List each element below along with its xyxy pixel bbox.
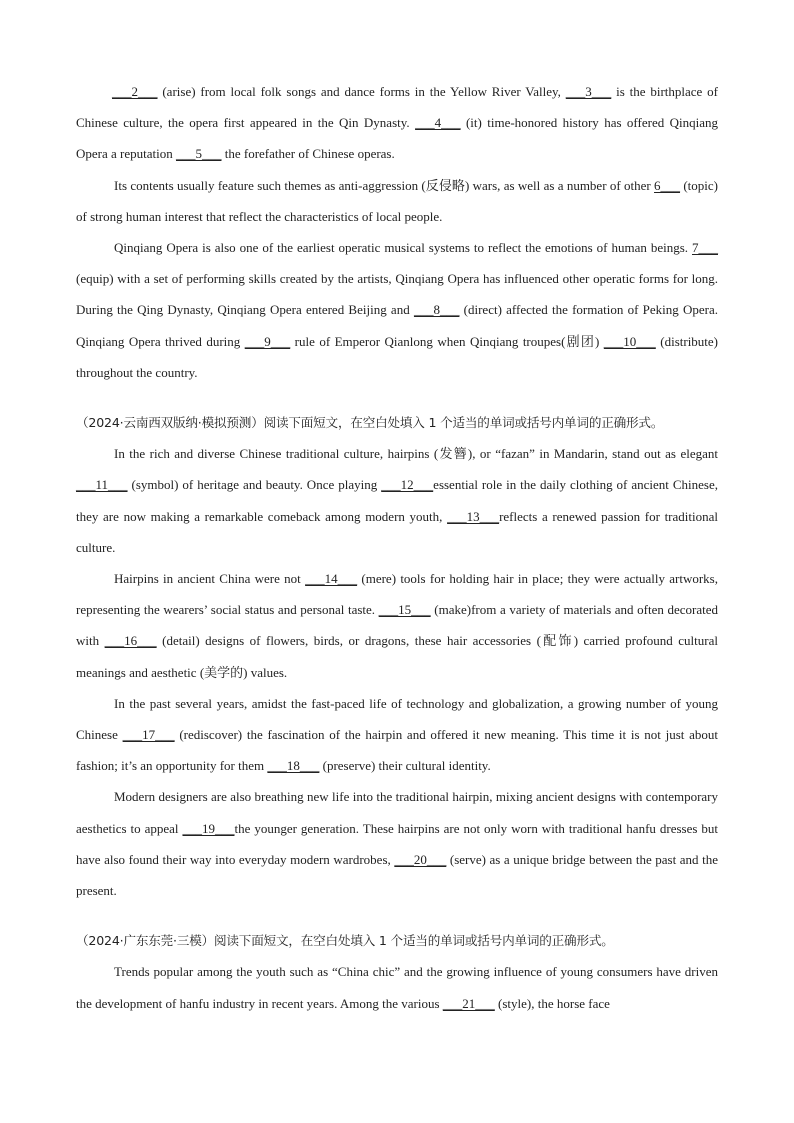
passage-text: Hairpins in ancient China were not: [114, 571, 306, 587]
answer-blank: ___16___: [104, 633, 157, 649]
answer-blank: ___13___: [447, 508, 500, 524]
answer-blank: ___18___: [267, 758, 320, 774]
answer-blank: ___17___: [122, 727, 175, 743]
answer-blank: ___5___: [175, 146, 222, 162]
section-heading: （2024·云南西双版纳·模拟预测）阅读下面短文，在空白处填入 1 个适当的单词或括号内单词的正确形式。: [76, 415, 664, 431]
passage-paragraph: [76, 438, 718, 563]
answer-blank: ___12___: [381, 477, 434, 493]
passage-text: Qinqiang Opera is also one of the earliest operatic musical systems to reflect the emotions of human beings.: [114, 240, 692, 256]
passage-paragraph: [76, 781, 718, 906]
answer-blank: 7___: [692, 240, 718, 256]
answer-blank: ___14___: [305, 571, 358, 587]
passage-text: (serve) as a unique bridge between the past and the present.: [76, 851, 718, 899]
answer-blank: ___19___: [182, 820, 235, 836]
passage-text: (arise) from local folk songs and dance forms in the Yellow River Valley,: [157, 84, 566, 99]
section-heading: （2024·广东东莞·三模）阅读下面短文，在空白处填入 1 个适当的单词或括号内单词的正确形式。: [76, 933, 614, 949]
passage-text: (rediscover) the fascination of the hairpin and offered it new meaning. This time it is not just about fashion; it’s an opportunity for them: [76, 727, 718, 774]
passage-text: Its contents usually feature such themes as anti-aggression (反侵略) wars, as well as a number of other: [114, 177, 655, 193]
passage-text: the forefather of Chinese operas.: [221, 146, 395, 162]
passage-text: (style), the horse face: [494, 995, 610, 1011]
answer-blank: ___20___: [394, 851, 447, 867]
passage-text: is the birthplace of Chinese culture, the opera first appeared in the Qin Dynasty.: [76, 84, 718, 131]
answer-blank: ___9___: [244, 333, 291, 349]
passage-text: In the past several years, amidst the fast-paced life of technology and globalization, a growing number of young Chinese: [76, 695, 718, 743]
passage-text: (equip) with a set of performing skills created by the artists, Qinqiang Opera has influenced other operatic forms for long. During the Qing Dynasty, Qinqiang Opera entered Beijing and: [76, 271, 718, 318]
passage-text: (detail) designs of flowers, birds, or dragons, these hair accessories (配饰) carried profound cultural meanings and aesthetic (美学的) values.: [76, 633, 718, 680]
answer-blank: ___4___: [415, 115, 461, 131]
passage-text: (preserve) their cultural identity.: [319, 758, 491, 774]
answer-blank: ___11___: [76, 477, 128, 493]
passage-paragraph: [76, 563, 718, 688]
answer-blank: ___10___: [603, 333, 656, 349]
passage-text: (it) time-honored history has offered Qinqiang Opera a reputation: [76, 115, 718, 162]
passage-text: (topic) of strong human interest that reflect the characteristics of local people.: [76, 177, 718, 224]
passage-text: (distribute) throughout the country.: [76, 333, 719, 380]
passage-text: rule of Emperor Qianlong when Qinqiang troupes(剧团): [290, 333, 604, 349]
answer-blank: 6___: [654, 177, 681, 193]
passage-text: Trends popular among the youth such as “China chic” and the growing influence of young consumers have driven the development of hanfu industry in recent years. Among the various: [76, 964, 718, 1011]
passage-paragraph: [76, 170, 718, 232]
passage-text: essential role in the daily clothing of ancient Chinese, they are now making a remarkable comeback among modern youth,: [76, 477, 718, 524]
passage-paragraph: [76, 956, 718, 1018]
passage-paragraph: [76, 232, 718, 388]
passage-text: (make)from a variety of materials and often decorated with: [76, 602, 718, 649]
passage-text: Modern designers are also breathing new life into the traditional hairpin, mixing ancient designs with contemporary aesthetics to appeal: [76, 789, 718, 836]
passage-text: the younger generation. These hairpins are not only worn with traditional hanfu dresses but have also found their way into everyday modern wardrobes,: [76, 820, 718, 867]
passage-text: (direct) affected the formation of Peking Opera. Qinqiang Opera thrived during: [76, 302, 718, 349]
passage-paragraph: [76, 76, 718, 170]
answer-blank: ___3___: [565, 84, 612, 99]
answer-blank: ___21___: [442, 995, 495, 1011]
passage-text: In the rich and diverse Chinese traditional culture, hairpins (发簪), or “fazan” in Mandarin, stand out as elegant: [114, 446, 718, 462]
answer-blank: ___8___: [413, 302, 460, 318]
passage-text: (mere) tools for holding hair in place; they were actually artworks, representing the wearers’ social status and personal taste.: [76, 571, 718, 618]
answer-blank: ___15___: [378, 602, 431, 618]
answer-blank: ___2___: [112, 84, 158, 99]
document-page: [76, 76, 718, 1019]
passage-text: reflects a renewed passion for traditional culture.: [76, 508, 718, 555]
passage-paragraph: [76, 688, 718, 782]
passage-text: (symbol) of heritage and beauty. Once playing: [127, 477, 382, 493]
